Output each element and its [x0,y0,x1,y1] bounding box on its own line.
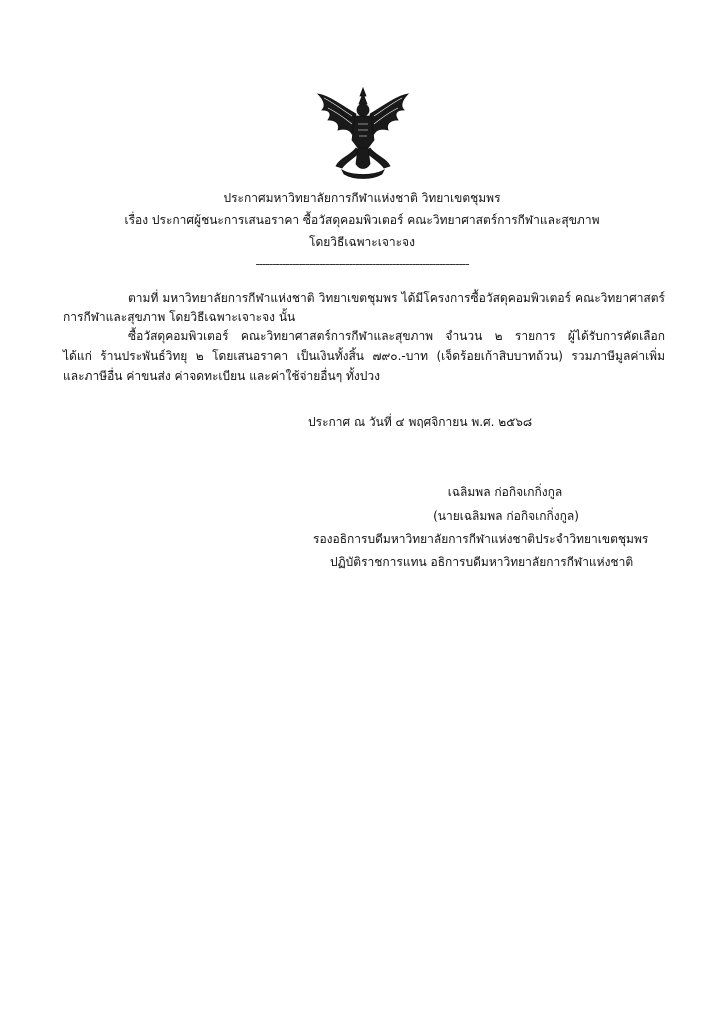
procurement-method: โดยวิธีเฉพาะเจาะจง [309,235,415,249]
garuda-emblem-icon [312,84,414,184]
announcement-subject: เรื่อง ประกาศผู้ชนะการเสนอราคา ซื้อวัสดุคอมพิวเตอร์ คณะวิทยาศาสตร์การกีฬาและสุขภาพ [124,213,600,227]
signer-acting-position: ปฏิบัติราชการแทน อธิการบดีมหาวิทยาลัยการกีฬาแห่งชาติ [330,555,634,569]
signer-name-parenthesized: (นายเฉลิมพล ก่อกิจเกกิ่งกูล) [433,509,579,523]
signer-position: รองอธิการบดีมหาวิทยาลัยการกีฬาแห่งชาติประจำวิทยาเขตชุมพร [313,532,649,546]
announcement-date: ประกาศ ณ วันที่ ๔ พฤศจิกายน พ.ศ. ๒๕๖๘ [308,415,533,429]
paragraph-1-line-1: ตามที่ มหาวิทยาลัยการกีฬาแห่งชาติ วิทยาเขตชุมพร ได้มีโครงการซื้อวัสดุคอมพิวเตอร์ คณะวิทยาศาสตร์ [128,291,665,305]
paragraph-2-line-3: และภาษีอื่น ค่าขนส่ง ค่าจดทะเบียน และค่าใช้จ่ายอื่นๆ ทั้งปวง [63,369,380,383]
paragraph-2-line-2: ได้แก่ ร้านประพันธ์วิทยุ ๒ โดยเสนอราคา เป็นเงินทั้งสิ้น ๗๙๐.-บาท (เจ็ดร้อยเก้าสิบบาทถ้วน) รวมภาษีมูลค่าเพิ่ม [63,349,665,363]
announcement-title: ประกาศมหาวิทยาลัยการกีฬาแห่งชาติ วิทยาเขตชุมพร [223,191,501,205]
separator-line: ---------------------------------------------------------------- [255,257,469,271]
paragraph-2-line-1: ซื้อวัสดุคอมพิวเตอร์ คณะวิทยาศาสตร์การกีฬาและสุขภาพ จำนวน ๒ รายการ ผู้ได้รับการคัดเลือก [128,329,665,343]
paragraph-1-line-2: การกีฬาและสุขภาพ โดยวิธีเฉพาะเจาะจง นั้น [63,310,296,324]
signer-name: เฉลิมพล ก่อกิจเกกิ่งกูล [447,485,563,499]
